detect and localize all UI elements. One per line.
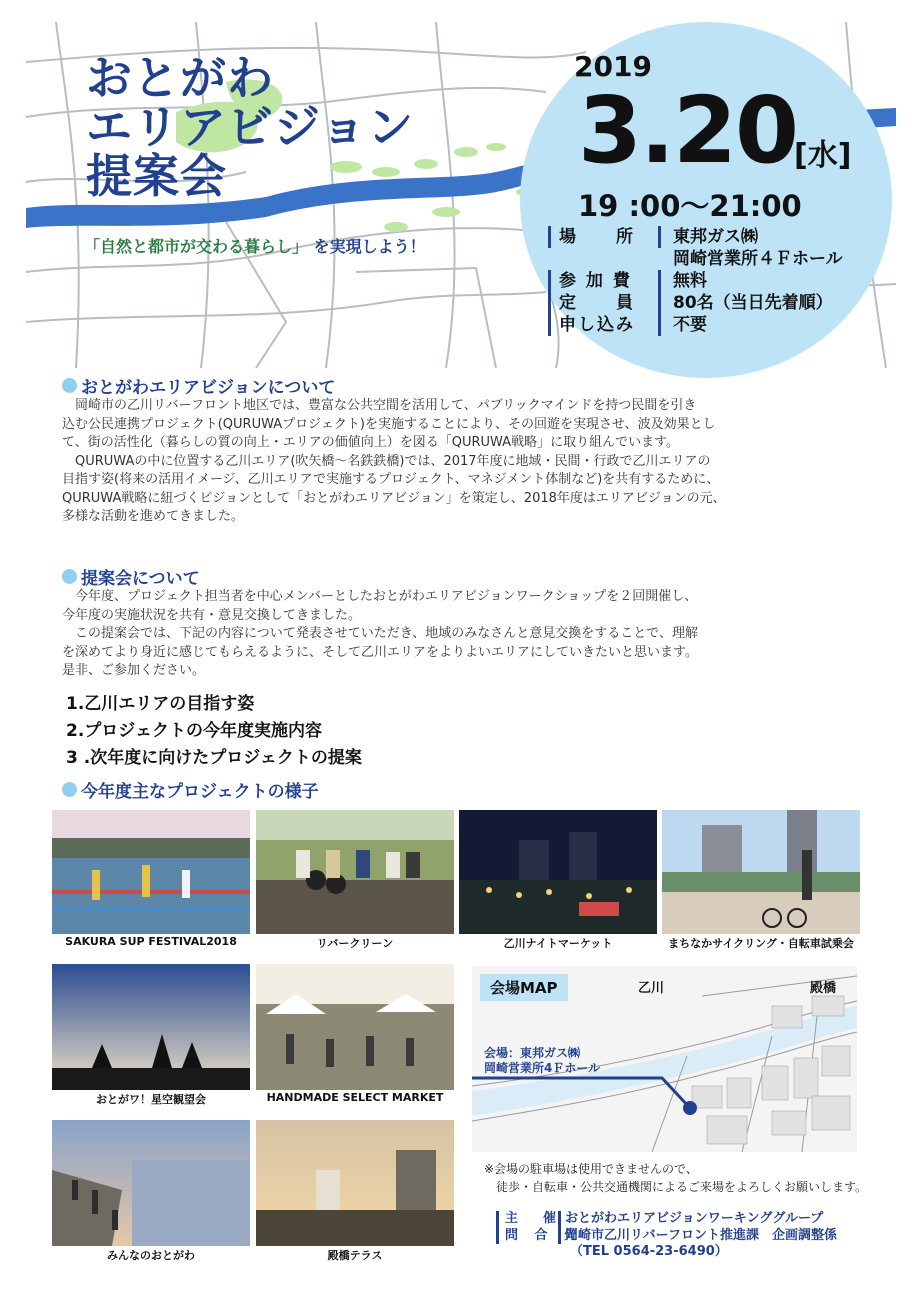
title-line-3: 提案会 (86, 149, 227, 203)
info-row-application (548, 314, 878, 336)
event-time: 19 :00～21:00 (578, 189, 802, 223)
text-line: を深めてより身近に感じてもらえるように、そして乙川エリアをよりよいエリアにしていきたいと思います。 (62, 644, 698, 660)
photo-night-market (459, 810, 657, 951)
map-venue-label (484, 1046, 600, 1076)
contact-key: 問 合 先 (496, 1228, 558, 1245)
venue-map (472, 966, 857, 1152)
photo-handmade-market (256, 964, 454, 1104)
about-paragraph (62, 397, 862, 527)
photo-minna-no-otogawa (52, 1120, 250, 1263)
photo-sup-festival (52, 810, 250, 948)
photo-image (662, 810, 860, 934)
photo-caption: まちなかサイクリング・自転車試乗会 (668, 937, 854, 950)
parking-notice (484, 1160, 867, 1196)
contact-row-organizer (496, 1211, 837, 1228)
section-heading-meeting (62, 564, 200, 589)
contact-value: 岡崎市乙川リバーフロント推進課 企画調整係 (558, 1228, 837, 1245)
contact-row-tel (496, 1244, 837, 1261)
agenda-item: 1.乙川エリアの目指す姿 (54, 688, 434, 715)
map-label: 会場MAP (480, 974, 568, 1001)
photo-caption: リバークリーン (316, 937, 394, 950)
text-line: 目指す姿(将来の活用イメージ、乙川エリアで実施するプロジェクト、マネジメント体制など)を共有するために、 (62, 472, 720, 487)
text-line: QURUWA戦略に紐づくビジョンとして「おとがわエリアビジョン」を策定し、2018年度はエリアビジョンの元、 (62, 490, 726, 506)
info-row-capacity (548, 292, 878, 314)
text-line: QURUWAの中に位置する乙川エリア(吹矢橋～名鉄鉄橋)では、2017年度に地域・民間・行政で乙川エリアの (62, 453, 711, 469)
info-value: 無料 (658, 270, 707, 292)
event-info-table (548, 226, 878, 336)
text-line: この提案会では、下記の内容について発表させていただき、地域のみなさんと意見交換をすることで、理解 (62, 626, 698, 641)
bullet-icon (62, 378, 77, 393)
photo-caption: SAKURA SUP FESTIVAL2018 (65, 935, 237, 948)
photo-caption: 乙川ナイトマーケット (503, 937, 613, 950)
photo-image (52, 964, 250, 1090)
heading-text: おとがわエリアビジョンについて (81, 378, 336, 398)
contact-key: 主 催 (496, 1211, 558, 1228)
photo-star-watching (52, 964, 250, 1107)
event-date: 3.20 (578, 77, 797, 184)
contact-value: おとがわエリアビジョンワーキンググループ (558, 1211, 823, 1228)
text-line: 今年度の実施状況を共有・意見交換してきました。 (62, 607, 362, 623)
agenda-list (54, 688, 434, 769)
info-value: 不要 (658, 314, 707, 336)
info-key: 場 所 (548, 226, 658, 248)
photo-image (256, 964, 454, 1090)
tagline-highlight: 「自然と都市が交わる暮らし」 (84, 237, 309, 256)
map-bridge-label: 殿橋 (810, 981, 837, 996)
section-heading-projects (62, 777, 319, 802)
info-row-venue-2 (548, 248, 878, 270)
info-row-venue (548, 226, 878, 248)
photo-caption: 殿橋テラス (327, 1249, 383, 1262)
photo-caption: HANDMADE SELECT MARKET (266, 1091, 444, 1104)
text-line: 是非、ご参加ください。 (62, 663, 206, 678)
photo-caption: みんなのおとがわ (107, 1249, 195, 1262)
photo-cycling (662, 810, 860, 951)
venue-line: 会場：東邦ガス㈱ (484, 1046, 581, 1060)
photo-image (459, 810, 657, 934)
agenda-item: 2.プロジェクトの今年度実施内容 (54, 715, 434, 742)
contact-row-inquiry (496, 1228, 837, 1245)
photo-image (52, 810, 250, 934)
meeting-paragraph (62, 588, 862, 681)
title-line-2: エリアビジョン (86, 100, 415, 154)
event-day-of-week: [水] (794, 138, 852, 173)
photo-tonobashi-terrace (256, 1120, 454, 1263)
bullet-icon (62, 569, 77, 584)
photo-image (256, 810, 454, 934)
text-line: 込む公民連携プロジェクト(QURUWAプロジェクト)を実施することにより、その回遊を実現させ、波及効果とし (62, 416, 716, 432)
info-key (548, 248, 658, 270)
agenda-item: 3 .次年度に向けたプロジェクトの提案 (54, 742, 434, 769)
info-value: 岡崎営業所４Ｆホール (673, 249, 843, 269)
contact-tel: （TEL 0564-23-6490） (570, 1244, 728, 1259)
info-key: 参 加 費 (548, 270, 658, 292)
event-year: 2019 (574, 50, 652, 83)
heading-text: 今年度主なプロジェクトの様子 (81, 782, 319, 802)
heading-text: 提案会について (81, 569, 200, 589)
info-value: 東邦ガス㈱ (658, 226, 758, 248)
event-title (86, 51, 415, 203)
tagline (84, 234, 426, 257)
notice-line: 徒歩・自転車・公共交通機関によるご来場をよろしくお願いします。 (484, 1180, 868, 1194)
title-line-1: おとがわ (86, 51, 274, 105)
map-river-label: 乙川 (638, 981, 665, 996)
section-heading-about (62, 373, 335, 398)
tagline-rest: を実現しよう！ (313, 237, 426, 256)
text-line: 岡崎市の乙川リバーフロント地区では、豊富な公共空間を活用して、パブリックマインドを持つ民間を引き (62, 398, 697, 413)
contact-block (496, 1211, 837, 1261)
photo-image (256, 1120, 454, 1246)
text-line: て、街の活性化（暮らしの質の向上・エリアの価値向上）を図る「QURUWA戦略」に取り組んでいます。 (62, 435, 680, 450)
bullet-icon (62, 782, 77, 797)
text-line: 今年度、プロジェクト担当者を中心メンバーとしたおとがわエリアビジョンワークショップを２回開催し、 (62, 589, 698, 604)
info-value: 80名（当日先着順） (658, 292, 833, 314)
info-key: 申し込み (548, 314, 658, 336)
notice-line: ※会場の駐車場は使用できませんので、 (484, 1162, 698, 1176)
info-row-fee (548, 270, 878, 292)
info-key: 定 員 (548, 292, 658, 314)
photo-caption: おとがワ！星空観望会 (96, 1093, 206, 1106)
text-line: 多様な活動を進めてきました。 (62, 509, 245, 524)
venue-line: 岡崎営業所4Ｆホール (484, 1061, 601, 1075)
photo-river-clean (256, 810, 454, 951)
photo-image (52, 1120, 250, 1246)
